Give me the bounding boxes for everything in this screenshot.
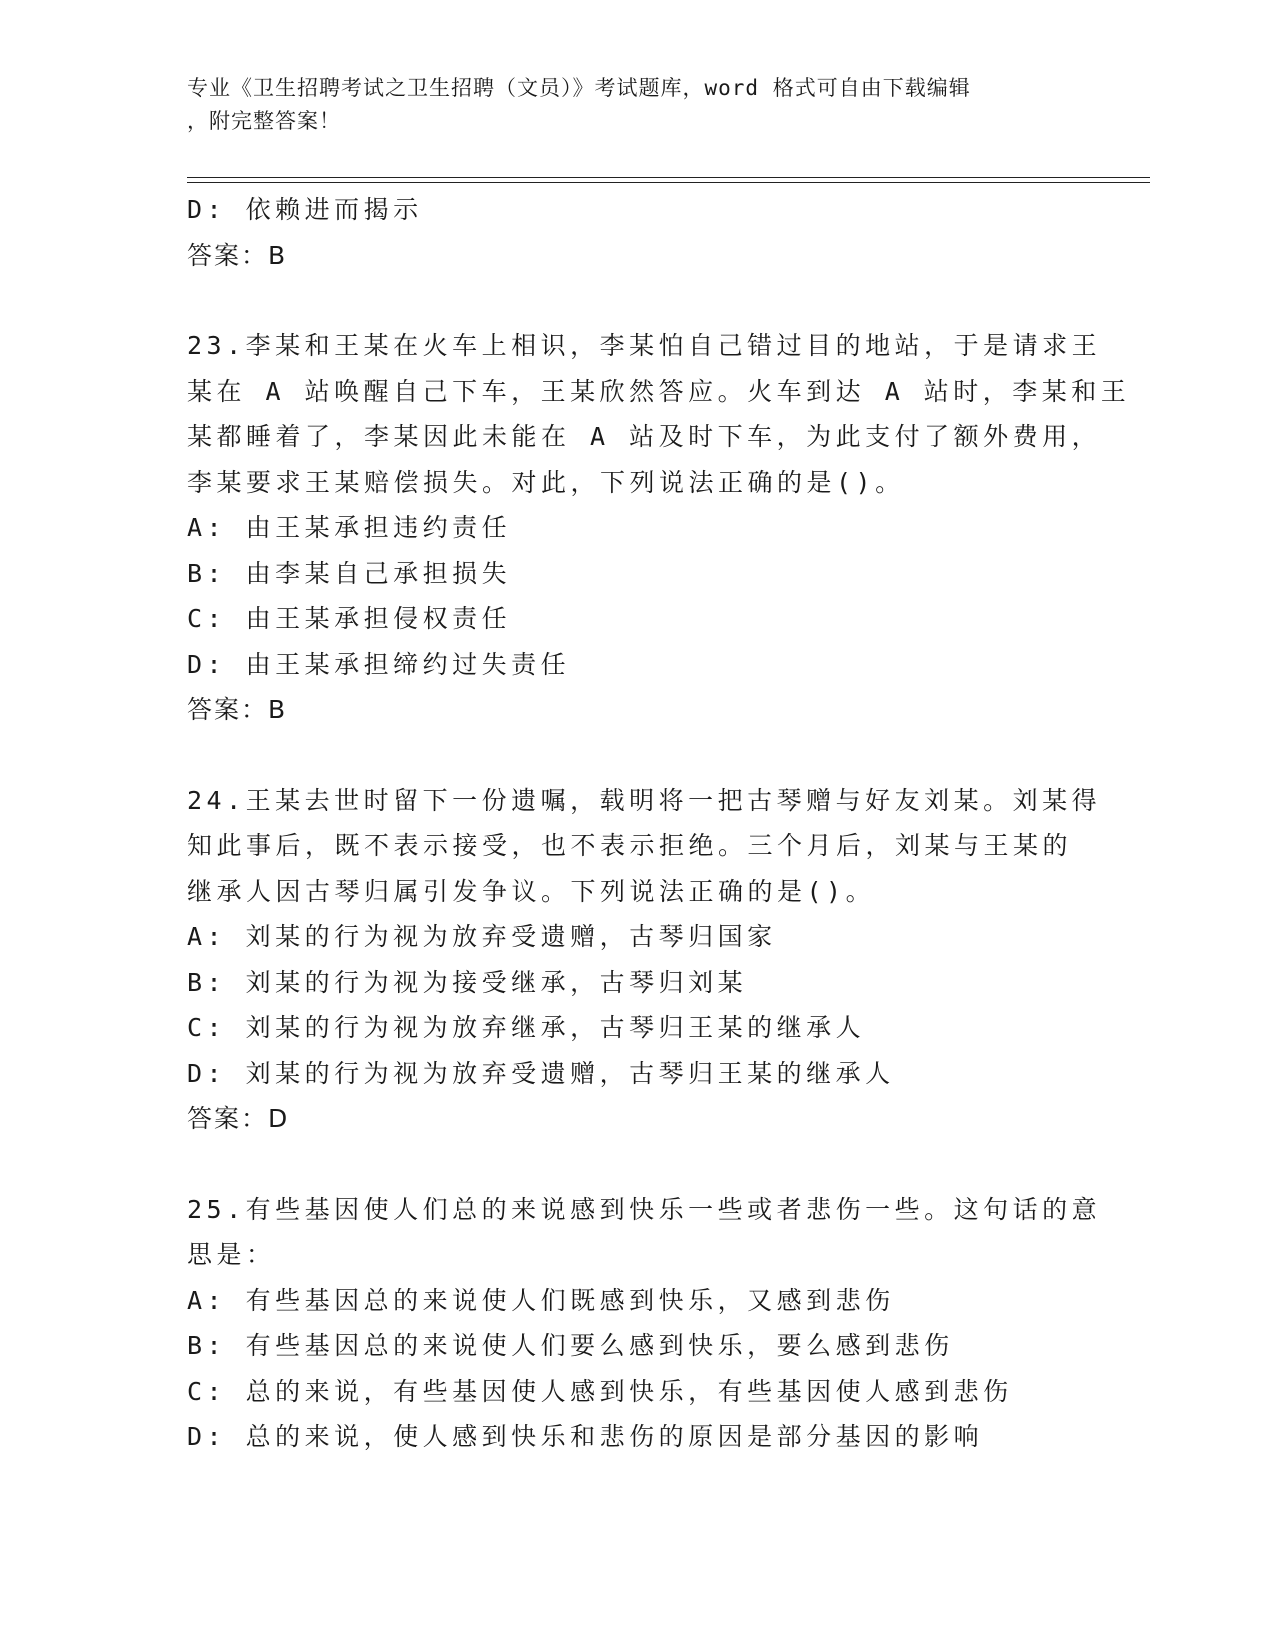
q23-option-c: C: 由王某承担侵权责任 (187, 604, 512, 633)
question-25 (187, 1187, 1102, 1460)
q23-option-a: A: 由王某承担违约责任 (187, 513, 512, 542)
q23-line-3: 某都睡着了，李某因此未能在 A 站及时下车，为此支付了额外费用， (187, 422, 1102, 451)
question-23 (187, 323, 1131, 733)
q23-line-2: 某在 A 站唤醒自己下车，王某欣然答应。火车到达 A 站时，李某和王 (187, 376, 1131, 406)
q25-line-2: 思是： (187, 1240, 276, 1269)
q23-option-b: B: 由李某自己承担损失 (187, 558, 512, 588)
prev-option-d: D: 依赖进而揭示 (187, 195, 423, 224)
q24-line-3: 继承人因古琴归属引发争议。下列说法正确的是()。 (187, 876, 876, 906)
q23-line-1: 23.李某和王某在火车上相识，李某怕自己错过目的地站，于是请求王 (187, 331, 1102, 360)
question-24 (187, 778, 1102, 1142)
q24-line-2: 知此事后，既不表示接受，也不表示拒绝。三个月后，刘某与王某的 (187, 831, 1073, 860)
header-line-1: 专业《卫生招聘考试之卫生招聘（文员）》考试题库，word 格式可自由下载编辑 (187, 76, 971, 100)
prev-answer: 答案：B (187, 240, 288, 270)
q24-option-b: B: 刘某的行为视为接受继承，古琴归刘某 (187, 967, 748, 997)
q24-option-c: C: 刘某的行为视为放弃继承，古琴归王某的继承人 (187, 1013, 866, 1042)
q25-line-1: 25.有些基因使人们总的来说感到快乐一些或者悲伤一些。这句话的意 (187, 1194, 1102, 1224)
q25-option-d: D: 总的来说，使人感到快乐和悲伤的原因是部分基因的影响 (187, 1422, 984, 1451)
document-header (187, 72, 1067, 138)
header-line-2: ，附完整答案！ (187, 109, 341, 133)
q23-option-d: D: 由王某承担缔约过失责任 (187, 649, 571, 679)
q25-option-b: B: 有些基因总的来说使人们要么感到快乐，要么感到悲伤 (187, 1331, 954, 1360)
q23-line-4: 李某要求王某赔偿损失。对此，下列说法正确的是()。 (187, 467, 905, 497)
q24-line-1: 24.王某去世时留下一份遗嘱，载明将一把古琴赠与好友刘某。刘某得 (187, 785, 1102, 815)
q25-option-c: C: 总的来说，有些基因使人感到快乐，有些基因使人感到悲伤 (187, 1376, 1013, 1406)
q24-answer: 答案：D (187, 1104, 290, 1133)
q24-option-a: A: 刘某的行为视为放弃受遗赠，古琴归国家 (187, 922, 777, 951)
q24-option-d: D: 刘某的行为视为放弃受遗赠，古琴归王某的继承人 (187, 1058, 895, 1088)
q25-option-a: A: 有些基因总的来说使人们既感到快乐，又感到悲伤 (187, 1285, 895, 1315)
document-body (187, 187, 1131, 1460)
q23-answer: 答案：B (187, 695, 288, 724)
header-rule-thin (187, 182, 1150, 183)
header-rule-thick (187, 177, 1150, 178)
